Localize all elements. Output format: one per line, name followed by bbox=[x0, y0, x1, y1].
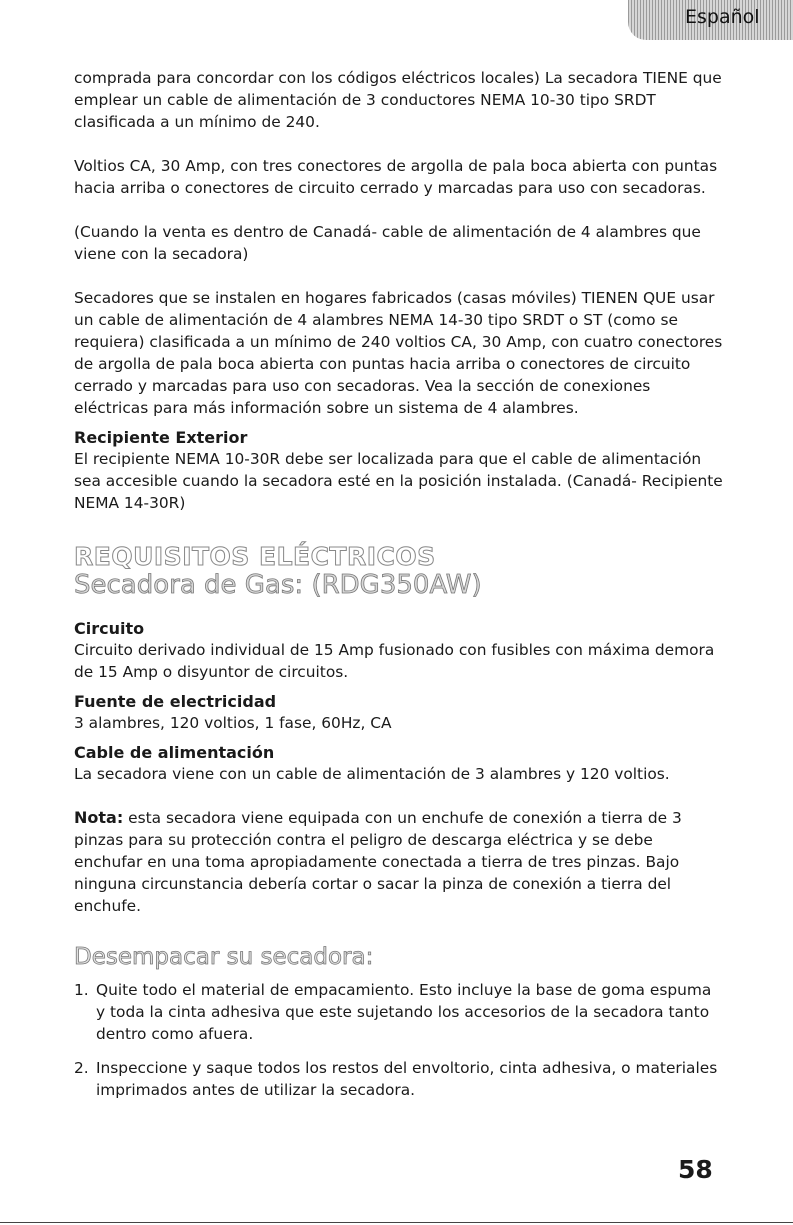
paragraph-voltios: Voltios CA, 30 Amp, con tres conectores de argolla de pala boca abierta con puntas hacia arriba o conectores de circuito cerrado y marcadas para uso con secadoras. bbox=[74, 157, 718, 197]
page-number: 58 bbox=[678, 1155, 713, 1184]
section-requisitos bbox=[74, 544, 724, 600]
section-fuente bbox=[74, 691, 724, 734]
step-number: 2. bbox=[74, 1059, 89, 1077]
section-circuito bbox=[74, 618, 724, 683]
language-tab bbox=[628, 0, 793, 40]
circuito-body: Circuito derivado individual de 15 Amp fusionado con fusibles con máxima demora de 15 Amp o disyuntor de circuitos. bbox=[74, 641, 715, 681]
list-item bbox=[74, 1057, 724, 1101]
paragraph-canada: (Cuando la venta es dentro de Canadá- cable de alimentación de 4 alambres que viene con la secadora) bbox=[74, 223, 701, 263]
desempacar-steps bbox=[74, 979, 724, 1101]
recipiente-body: El recipiente NEMA 10-30R debe ser localizada para que el cable de alimentación sea accesible cuando la secadora esté en la posición instalada. (Canadá- Recipiente NEMA 14-30R) bbox=[74, 450, 723, 512]
circuito-title: Circuito bbox=[74, 619, 145, 638]
step-text: Inspeccione y saque todos los restos del envoltorio, cinta adhesiva, o materiales imprimados antes de utilizar la secadora. bbox=[96, 1059, 718, 1099]
nota-label: Nota: bbox=[74, 808, 124, 827]
nota-body: esta secadora viene equipada con un enchufe de conexión a tierra de 3 pinzas para su protección contra el peligro de descarga eléctrica y se debe enchufar en una toma apropiadamente conectada a tierra de tres pinzas. Bajo ninguna circunstancia debería cortar o sacar la pinza de conexión a tierra del enchufe. bbox=[74, 809, 682, 915]
page-content bbox=[74, 67, 724, 1113]
language-label: Español bbox=[685, 6, 760, 28]
paragraph-cable-3-conductores: comprada para concordar con los códigos eléctricos locales) La secadora TIENE que emplear un cable de alimentación de 3 conductores NEMA 10-30 tipo SRDT clasificada a un mínimo de 240. bbox=[74, 69, 722, 131]
requisitos-subheading: Secadora de Gas: (RDG350AW) bbox=[74, 570, 482, 600]
requisitos-heading: REQUISITOS ELÉCTRICOS bbox=[74, 542, 436, 571]
bottom-divider bbox=[0, 1222, 793, 1223]
step-text: Quite todo el material de empacamiento. Esto incluye la base de goma espuma y toda la cinta adhesiva que este sujetando los accesorios de la secadora tanto dentro como afuera. bbox=[96, 981, 712, 1043]
recipiente-title: Recipiente Exterior bbox=[74, 428, 248, 447]
desempacar-heading: Desempacar su secadora: bbox=[74, 944, 374, 970]
paragraph-hogares-fabricados: Secadores que se instalen en hogares fabricados (casas móviles) TIENEN QUE usar un cable de alimentación de 4 alambres NEMA 14-30 tipo SRDT o ST (como se requiera) clasificada a un mínimo de 240 voltios CA, 30 Amp, con cuatro conectores de argolla de pala boca abierta con puntas hacia arriba o conectores de circuito cerrado y marcadas para uso con secadoras. Vea la sección de conexiones eléctricas para más información sobre un sistema de 4 alambres. bbox=[74, 289, 723, 417]
step-number: 1. bbox=[74, 981, 89, 999]
cable-title: Cable de alimentación bbox=[74, 743, 275, 762]
fuente-body: 3 alambres, 120 voltios, 1 fase, 60Hz, CA bbox=[74, 714, 392, 732]
list-item bbox=[74, 979, 724, 1045]
section-recipiente bbox=[74, 427, 724, 514]
fuente-title: Fuente de electricidad bbox=[74, 692, 277, 711]
section-cable bbox=[74, 742, 724, 785]
cable-body: La secadora viene con un cable de alimentación de 3 alambres y 120 voltios. bbox=[74, 765, 670, 783]
nota-paragraph bbox=[74, 807, 724, 917]
